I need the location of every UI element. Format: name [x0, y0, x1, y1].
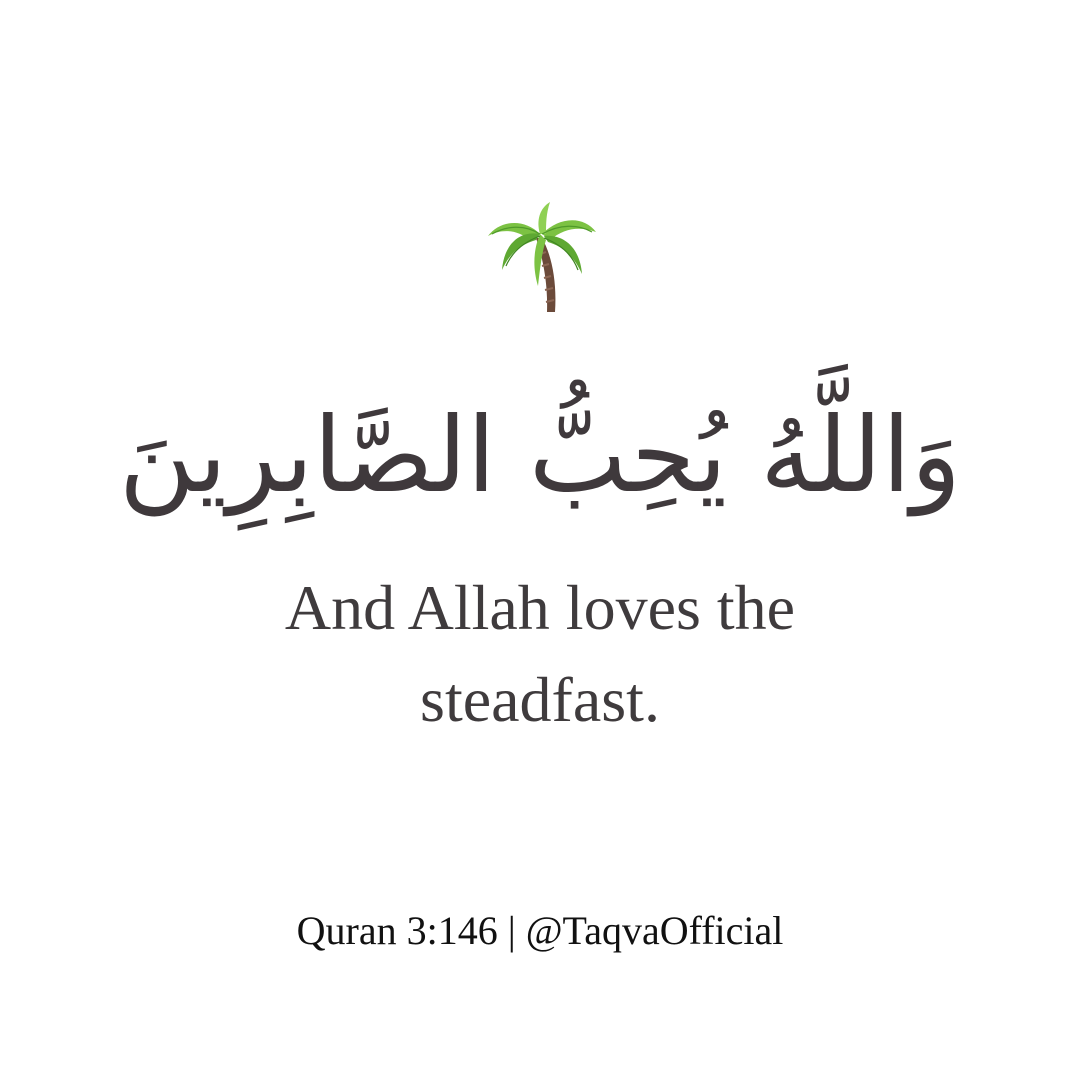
arabic-verse: وَاللَّهُ يُحِبُّ الصَّابِرِينَ	[118, 394, 962, 516]
source-citation: Quran 3:146 | @TaqvaOfficial	[296, 908, 784, 953]
verse-translation: And Allah loves the steadfast.	[284, 572, 796, 735]
palm-tree-icon	[484, 200, 600, 316]
